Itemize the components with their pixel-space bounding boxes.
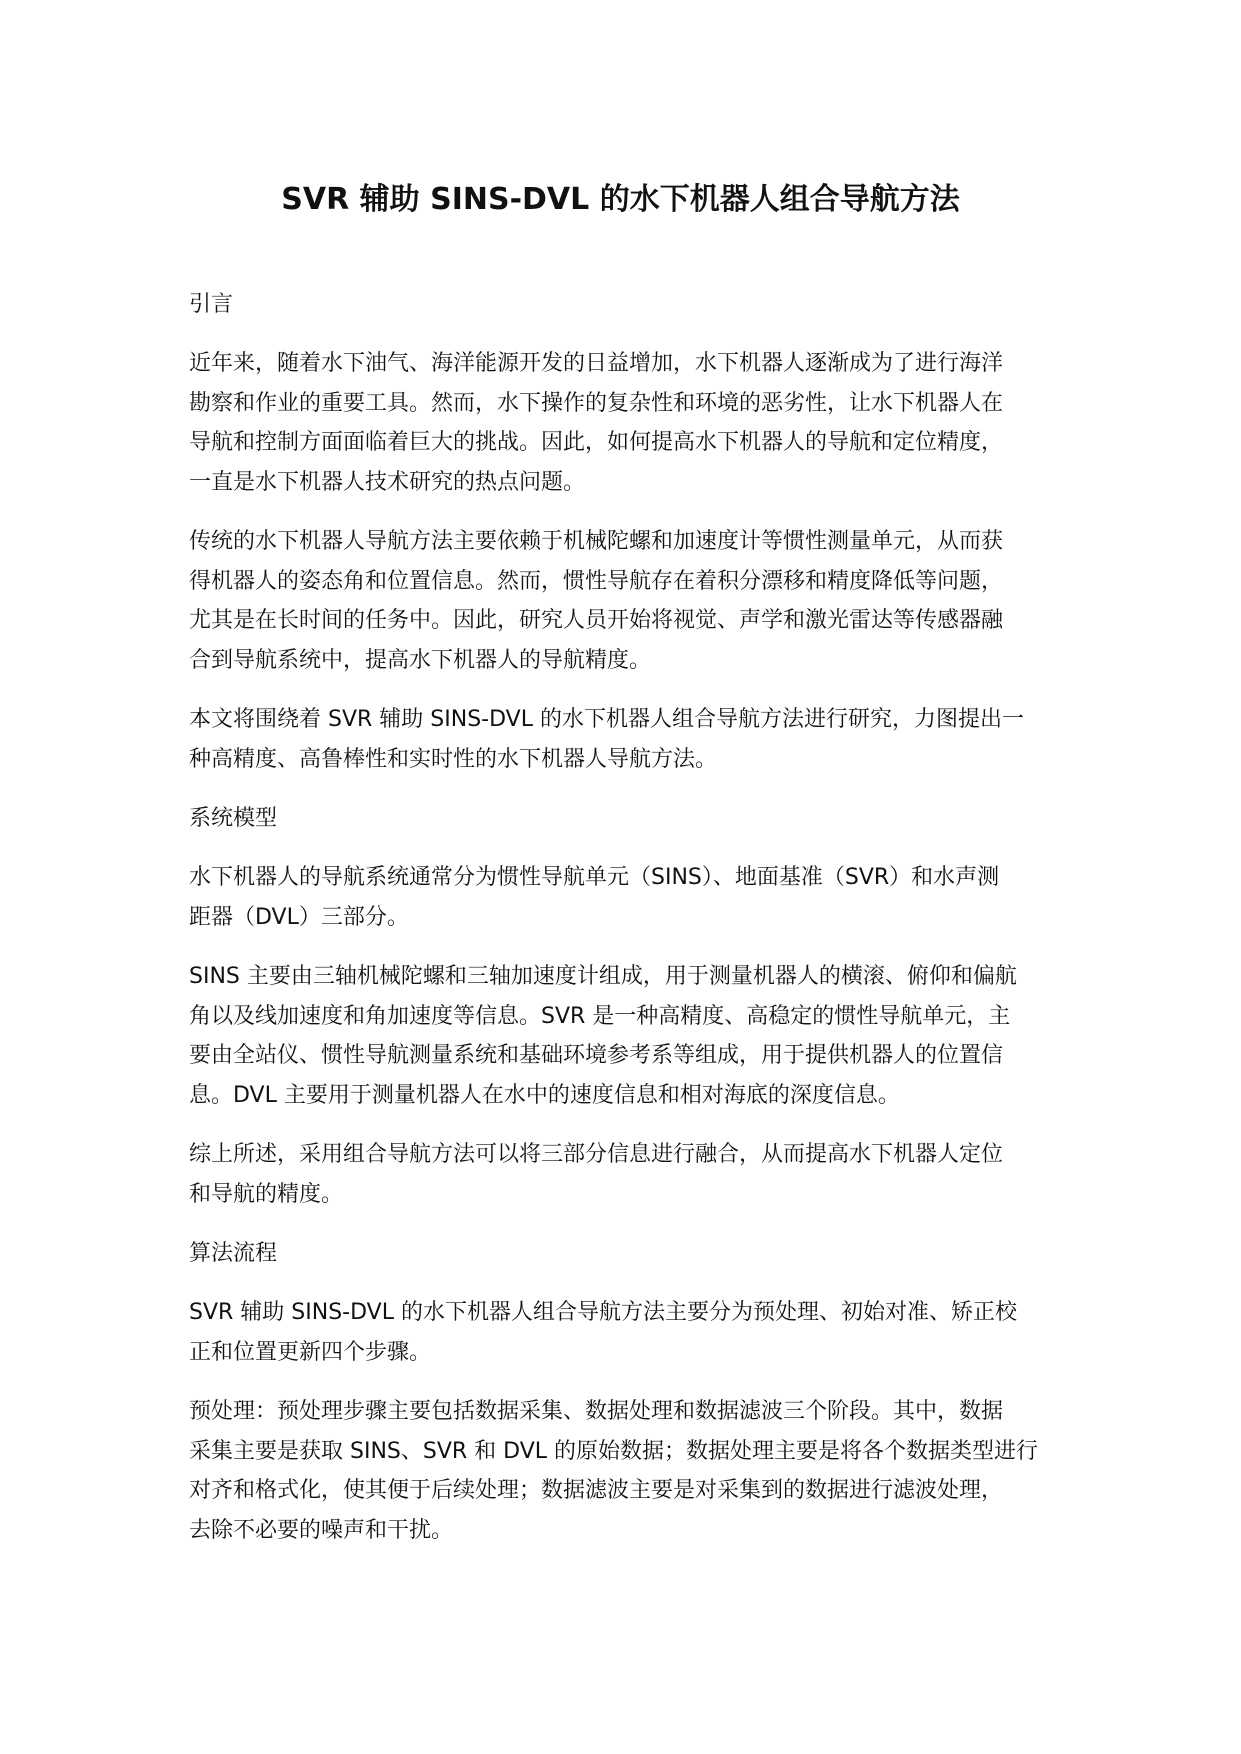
paragraph-line: 传统的水下机器人导航方法主要依赖于机械陀螺和加速度计等惯性测量单元，从而获 <box>189 529 1004 554</box>
paragraph-line: 尤其是在长时间的任务中。因此，研究人员开始将视觉、声学和激光雷达等传感器融 <box>189 608 1004 633</box>
section-heading: 算法流程 <box>189 1241 278 1266</box>
paragraph-line: 角以及线加速度和角加速度等信息。SVR 是一种高精度、高稳定的惯性导航单元，主 <box>189 1003 1011 1029</box>
paragraph-line: 去除不必要的噪声和干扰。 <box>189 1517 454 1543</box>
paragraph-line: 导航和控制方面面临着巨大的挑战。因此，如何提高水下机器人的导航和定位精度， <box>189 430 1004 455</box>
body-paragraph <box>189 344 1059 502</box>
paragraph-line: 水下机器人的导航系统通常分为惯性导航单元（SINS）、地面基准（SVR）和水声测 <box>189 865 1000 890</box>
paragraph-line: 正和位置更新四个步骤。 <box>189 1339 432 1365</box>
body-paragraph <box>189 1293 1059 1372</box>
section-heading: 引言 <box>189 292 234 317</box>
paragraph-line: 得机器人的姿态角和位置信息。然而，惯性导航存在着积分漂移和精度降低等问题， <box>189 568 1004 594</box>
paragraph-line: 距器（DVL）三部分。 <box>189 904 409 930</box>
paragraph-line: SINS 主要由三轴机械陀螺和三轴加速度计组成，用于测量机器人的横滚、俯仰和偏航 <box>189 964 1017 989</box>
paragraph-line: 预处理：预处理步骤主要包括数据采集、数据处理和数据滤波三个阶段。其中，数据 <box>189 1399 1004 1424</box>
paragraph-line: 采集主要是获取 SINS、SVR 和 DVL 的原始数据；数据处理主要是将各个数据类型进行 <box>189 1438 1039 1464</box>
paragraph-line: 和导航的精度。 <box>189 1181 344 1207</box>
paragraph-line: 近年来，随着水下油气、海洋能源开发的日益增加，水下机器人逐渐成为了进行海洋 <box>189 351 1004 376</box>
paragraph-line: 种高精度、高鲁棒性和实时性的水下机器人导航方法。 <box>189 746 718 772</box>
document-title: SVR 辅助 SINS-DVL 的水下机器人组合导航方法 <box>281 182 960 217</box>
paragraph-line: 本文将围绕着 SVR 辅助 SINS-DVL 的水下机器人组合导航方法进行研究，力图提出一 <box>189 707 1024 732</box>
paragraph-line: 息。DVL 主要用于测量机器人在水中的速度信息和相对海底的深度信息。 <box>189 1082 900 1108</box>
body-paragraph <box>189 858 1059 937</box>
document-body <box>189 285 1059 1570</box>
body-paragraph <box>189 1135 1059 1214</box>
paragraph-line: SVR 辅助 SINS-DVL 的水下机器人组合导航方法主要分为预处理、初始对准、矫正校 <box>189 1300 1017 1325</box>
body-paragraph <box>189 1392 1059 1550</box>
body-paragraph <box>189 700 1059 779</box>
paragraph-line: 合到导航系统中，提高水下机器人的导航精度。 <box>189 647 652 673</box>
paragraph-line: 综上所述，采用组合导航方法可以将三部分信息进行融合，从而提高水下机器人定位 <box>189 1142 1004 1167</box>
section-heading: 系统模型 <box>189 806 278 831</box>
paragraph-line: 对齐和格式化，使其便于后续处理；数据滤波主要是对采集到的数据进行滤波处理， <box>189 1478 1004 1503</box>
body-paragraph <box>189 522 1059 680</box>
paragraph-line: 勘察和作业的重要工具。然而，水下操作的复杂性和环境的恶劣性，让水下机器人在 <box>189 390 1004 416</box>
paragraph-line: 要由全站仪、惯性导航测量系统和基础环境参考系等组成，用于提供机器人的位置信 <box>189 1043 1004 1068</box>
paragraph-line: 一直是水下机器人技术研究的热点问题。 <box>189 469 586 495</box>
body-paragraph <box>189 957 1059 1115</box>
